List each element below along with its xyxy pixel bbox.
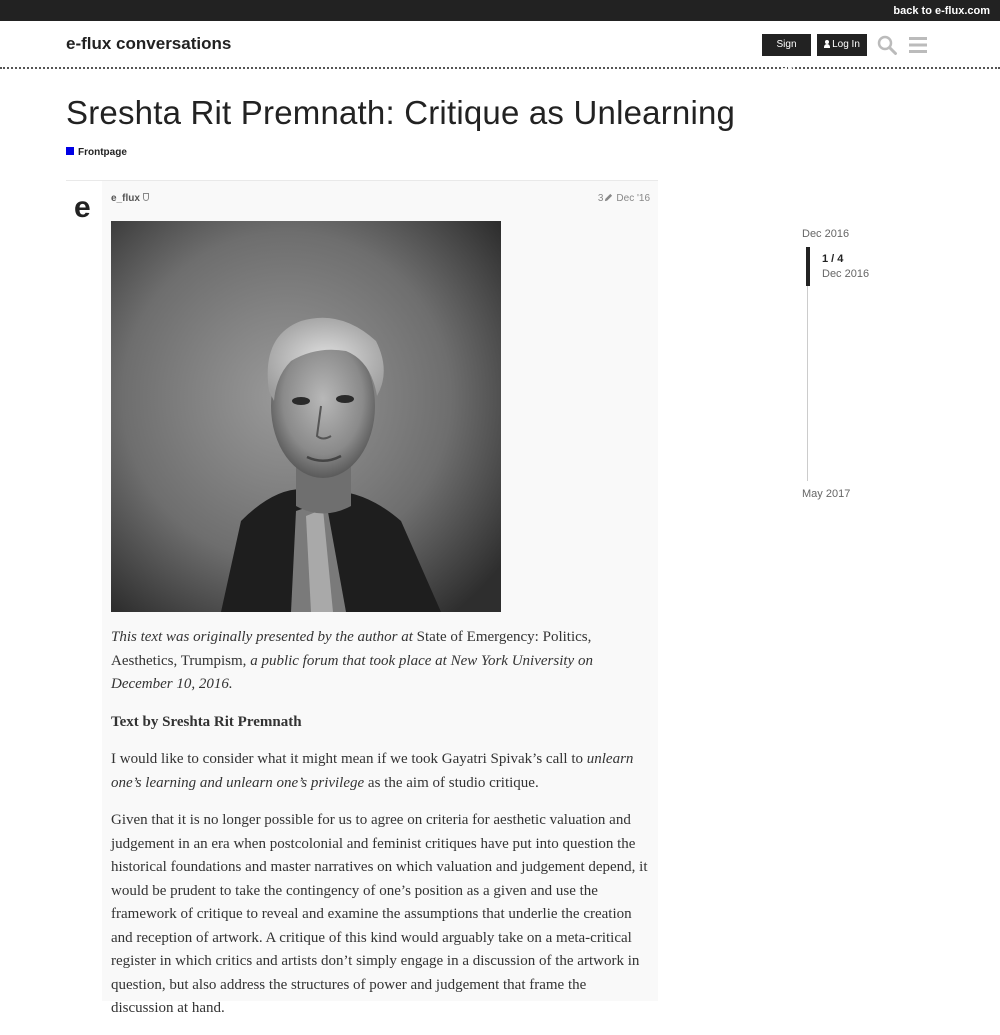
log-in-label: Log In [832, 39, 860, 50]
back-to-eflux-link[interactable]: back to e-flux.com [893, 5, 990, 17]
post-body [111, 626, 651, 1035]
paragraph-1-b: as the aim of studio critique. [364, 774, 539, 791]
topic-title[interactable]: Sreshta Rit Premnath: Critique as Unlearning [66, 94, 736, 131]
site-header [0, 21, 1000, 72]
post-username[interactable] [111, 193, 149, 204]
timeline-current-date: Dec 2016 [822, 268, 870, 280]
paragraph-1 [111, 748, 651, 795]
category-color-square [66, 147, 74, 155]
username-label: e_flux [111, 193, 140, 204]
post-meta [598, 193, 650, 204]
paragraph-1-emphasis: unlearn one’s learning and unlearn one’s privilege [111, 751, 634, 791]
post [66, 180, 658, 1016]
shield-icon [143, 193, 149, 201]
edit-count[interactable]: 3 [597, 193, 604, 204]
intro-italic-2: a public forum that took place at New York University on December 10, 2016. [111, 652, 593, 692]
paragraph-1-a: I would like to consider what it might mean if we took Gayatri Spivak’s call to [111, 751, 587, 767]
pencil-icon[interactable] [604, 193, 613, 202]
timeline-start-date[interactable]: Dec 2016 [802, 228, 850, 240]
timeline-handle[interactable] [806, 247, 810, 286]
log-in-button[interactable] [817, 34, 867, 56]
byline: Text by Sreshta Rit Premnath [111, 713, 302, 730]
intro-event-name: State of Emergency: Politics, Aesthetics, Trumpism, [111, 629, 592, 669]
post-date[interactable]: Dec '16 [616, 193, 650, 204]
hamburger-menu-icon[interactable] [908, 36, 928, 54]
portrait-photo[interactable] [111, 221, 501, 612]
timeline-end-date[interactable]: May 2017 [802, 488, 851, 500]
portrait-photo-drawing [111, 221, 501, 612]
intro-paragraph [111, 626, 651, 697]
category-badge[interactable] [66, 147, 127, 158]
sign-up-button[interactable]: Sign Up [762, 34, 811, 56]
timeline-post-count: 1 / 4 [822, 253, 844, 265]
paragraph-2: Given that it is no longer possible for us to agree on criteria for aesthetic valuation and judgement in an era when postcolonial and feminist critiques have put into question the historical foundations and master narratives on which valuation and judgement depend, it would be prudent to take the contingency of one’s position as a given and use the framework of critique to reveal and examine the assumptions that underlie the creation and reception of artwork. A critique of this kind would arguably take on a meta-critical register in which critics and artists don’t simply engage in a discussion of the artwork in question, but also address the structures of power and judgement that frame the discussion at hand. [111, 812, 648, 1016]
user-icon [824, 40, 830, 48]
top-bar [0, 0, 1000, 21]
category-label: Frontpage [78, 147, 127, 158]
search-icon[interactable] [877, 35, 897, 55]
avatar[interactable]: e [74, 191, 91, 224]
site-title[interactable]: e-flux conversations [66, 34, 232, 53]
intro-italic-1: This text was originally presented by the author at [111, 629, 417, 645]
